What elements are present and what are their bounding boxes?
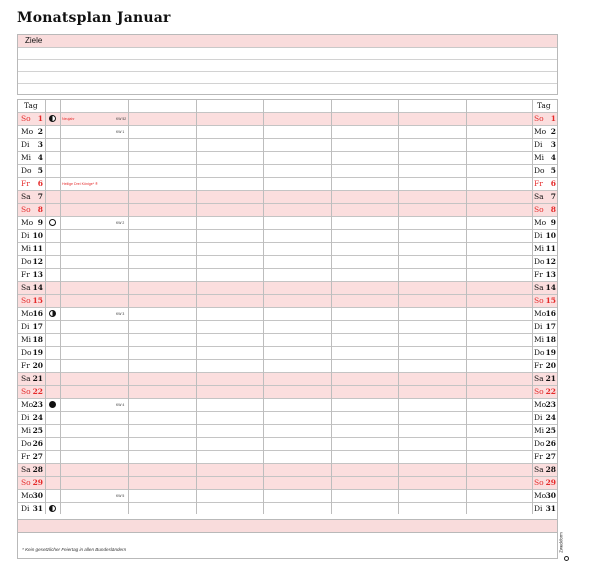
day-row[interactable] (18, 412, 557, 425)
day-row[interactable] (18, 178, 557, 191)
goal-line[interactable] (18, 72, 557, 84)
day-row[interactable] (18, 165, 557, 178)
day-row[interactable] (18, 373, 557, 386)
weekday-label-right: Mo (534, 127, 547, 136)
day-number: 16 (32, 309, 43, 318)
weekday-label: Fr (21, 179, 30, 188)
day-number-right: 30 (545, 491, 556, 500)
day-number: 27 (32, 452, 43, 461)
weekday-label: Mo (21, 309, 34, 318)
week-number: KW 4 (116, 403, 125, 407)
day-row[interactable] (18, 425, 557, 438)
week-number: KW 2 (116, 221, 125, 225)
day-number: 6 (37, 179, 43, 188)
day-number-right: 22 (545, 387, 556, 396)
day-row[interactable] (18, 321, 557, 334)
weekday-label: So (21, 296, 31, 305)
day-number-right: 26 (545, 439, 556, 448)
holiday-note: Neujahr (62, 117, 75, 121)
weekday-label-right: Sa (534, 374, 544, 383)
day-row[interactable] (18, 126, 557, 139)
column-separator (128, 100, 129, 514)
weekday-label: Mo (21, 400, 34, 409)
weekday-label: Sa (21, 465, 31, 474)
day-number: 11 (32, 244, 43, 253)
day-number-right: 7 (550, 192, 556, 201)
day-number-right: 2 (550, 127, 556, 136)
day-number-right: 5 (550, 166, 556, 175)
day-number: 12 (32, 257, 43, 266)
day-row[interactable] (18, 464, 557, 477)
grid-header-row (18, 100, 557, 113)
day-number-right: 17 (545, 322, 556, 331)
day-row[interactable] (18, 282, 557, 295)
weekday-label: So (21, 387, 31, 396)
day-row[interactable] (18, 347, 557, 360)
day-number-right: 6 (550, 179, 556, 188)
day-number: 31 (32, 504, 43, 513)
day-number-right: 20 (545, 361, 556, 370)
weekday-label: Fr (21, 270, 30, 279)
weekday-label-right: Di (534, 322, 543, 331)
day-row[interactable] (18, 477, 557, 490)
day-number: 30 (32, 491, 43, 500)
day-row[interactable] (18, 386, 557, 399)
weekday-label-right: Mi (534, 426, 545, 435)
weekday-label-right: Mi (534, 244, 545, 253)
day-row[interactable] (18, 490, 557, 503)
footnote: * Kein gesetzlicher Feiertag in allen Bundesländern (22, 547, 127, 552)
weekday-label-right: Fr (534, 179, 543, 188)
footer-notes (17, 533, 558, 559)
day-number-right: 13 (545, 270, 556, 279)
weekday-label: Sa (21, 283, 31, 292)
weekday-label-right: Mi (534, 335, 545, 344)
day-row[interactable] (18, 152, 557, 165)
day-number: 3 (37, 140, 43, 149)
day-number-right: 21 (545, 374, 556, 383)
day-number-right: 23 (545, 400, 556, 409)
full-moon-icon (49, 219, 56, 226)
day-number: 24 (32, 413, 43, 422)
day-row[interactable] (18, 503, 557, 516)
weekday-label-right: Do (534, 257, 545, 266)
weekday-label: Mo (21, 218, 34, 227)
day-number-right: 9 (550, 218, 556, 227)
column-separator (466, 100, 467, 514)
week-number: KW 52 (116, 117, 127, 121)
bottom-bar (17, 520, 558, 533)
weekday-label: Mi (21, 426, 32, 435)
day-row[interactable] (18, 191, 557, 204)
weekday-label: Sa (21, 374, 31, 383)
day-number: 13 (32, 270, 43, 279)
weekday-label-right: Di (534, 504, 543, 513)
day-number-right: 29 (545, 478, 556, 487)
day-number-right: 31 (545, 504, 556, 513)
day-row[interactable] (18, 217, 557, 230)
weekday-label: Di (21, 140, 30, 149)
day-number-right: 8 (550, 205, 556, 214)
day-number: 20 (32, 361, 43, 370)
day-number: 2 (37, 127, 43, 136)
goals-label: Ziele (18, 35, 557, 48)
brand-icon (564, 556, 569, 561)
day-number-right: 11 (545, 244, 556, 253)
day-row[interactable] (18, 256, 557, 269)
weekday-label-right: Do (534, 439, 545, 448)
weekday-label-right: Mo (534, 218, 547, 227)
weekday-label: Do (21, 166, 32, 175)
day-number-right: 12 (545, 257, 556, 266)
weekday-label-right: Di (534, 413, 543, 422)
day-number: 19 (32, 348, 43, 357)
day-number: 29 (32, 478, 43, 487)
holiday-note: Heilige Drei Könige* ® (62, 182, 98, 186)
weekday-label-right: Fr (534, 270, 543, 279)
weekday-label-right: So (534, 387, 544, 396)
lq-icon (49, 505, 56, 512)
day-row[interactable] (18, 204, 557, 217)
day-number: 1 (37, 114, 43, 123)
day-row[interactable] (18, 113, 557, 126)
weekday-label-right: Di (534, 140, 543, 149)
column-separator (196, 100, 197, 514)
weekday-label-right: Sa (534, 283, 544, 292)
weekday-label: Do (21, 439, 32, 448)
weekday-label: So (21, 478, 31, 487)
day-number-right: 1 (550, 114, 556, 123)
day-number-right: 10 (545, 231, 556, 240)
day-row[interactable] (18, 438, 557, 451)
fq-icon (49, 310, 56, 317)
day-number: 7 (37, 192, 43, 201)
day-number-right: 16 (545, 309, 556, 318)
day-number: 28 (32, 465, 43, 474)
column-separator (60, 100, 61, 514)
brand-mark (558, 526, 571, 562)
day-number: 26 (32, 439, 43, 448)
goal-line[interactable] (18, 84, 557, 96)
lq-icon (49, 115, 56, 122)
weekday-label-right: Di (534, 231, 543, 240)
day-row[interactable] (18, 399, 557, 412)
day-number-right: 3 (550, 140, 556, 149)
goals-section (17, 34, 558, 95)
weekday-label: Mi (21, 153, 32, 162)
weekday-label: Di (21, 322, 30, 331)
day-number-right: 28 (545, 465, 556, 474)
day-number: 25 (32, 426, 43, 435)
weekday-label-right: Sa (534, 465, 544, 474)
day-number-right: 24 (545, 413, 556, 422)
day-header-left: Tag (24, 101, 38, 110)
day-number: 18 (32, 335, 43, 344)
goal-line[interactable] (18, 60, 557, 72)
weekday-label-right: Mo (534, 400, 547, 409)
weekday-label-right: Mi (534, 153, 545, 162)
weekday-label: Mi (21, 335, 32, 344)
day-header-right: Tag (537, 101, 551, 110)
weekday-label-right: Do (534, 348, 545, 357)
weekday-label: Di (21, 231, 30, 240)
weekday-label-right: Fr (534, 452, 543, 461)
column-separator (263, 100, 264, 514)
weekday-label: Di (21, 413, 30, 422)
weekday-label: Di (21, 504, 30, 513)
day-row[interactable] (18, 295, 557, 308)
weekday-label-right: Fr (534, 361, 543, 370)
weekday-label: Sa (21, 192, 31, 201)
column-separator (532, 100, 533, 514)
weekday-label: Fr (21, 361, 30, 370)
weekday-label-right: Mo (534, 491, 547, 500)
weekday-label-right: Sa (534, 192, 544, 201)
weekday-label-right: So (534, 296, 544, 305)
day-number-right: 18 (545, 335, 556, 344)
page-title: Monatsplan Januar (17, 10, 171, 26)
day-number: 4 (37, 153, 43, 162)
weekday-label: So (21, 114, 31, 123)
weekday-label-right: So (534, 478, 544, 487)
day-number-right: 19 (545, 348, 556, 357)
weekday-label: Do (21, 348, 32, 357)
week-number: KW 3 (116, 312, 125, 316)
day-row[interactable] (18, 308, 557, 321)
day-number-right: 4 (550, 153, 556, 162)
weekday-label: Do (21, 257, 32, 266)
brand-text: Zweckform (558, 532, 564, 553)
day-number-right: 14 (545, 283, 556, 292)
weekday-label: Mo (21, 127, 34, 136)
column-separator (398, 100, 399, 514)
day-number: 5 (37, 166, 43, 175)
day-number-right: 15 (545, 296, 556, 305)
day-number-right: 27 (545, 452, 556, 461)
day-number: 21 (32, 374, 43, 383)
month-grid (17, 99, 558, 520)
weekday-label-right: So (534, 114, 544, 123)
day-number: 9 (37, 218, 43, 227)
day-number: 22 (32, 387, 43, 396)
weekday-label-right: Mo (534, 309, 547, 318)
day-row[interactable] (18, 269, 557, 282)
day-row[interactable] (18, 243, 557, 256)
day-number: 15 (32, 296, 43, 305)
day-row[interactable] (18, 360, 557, 373)
weekday-label: Fr (21, 452, 30, 461)
goal-line[interactable] (18, 48, 557, 60)
day-row[interactable] (18, 230, 557, 243)
day-number-right: 25 (545, 426, 556, 435)
day-number: 14 (32, 283, 43, 292)
week-number: KW 5 (116, 494, 125, 498)
day-row[interactable] (18, 139, 557, 152)
column-separator (45, 100, 46, 514)
column-separator (331, 100, 332, 514)
day-number: 10 (32, 231, 43, 240)
new-moon-icon (49, 401, 56, 408)
week-number: KW 1 (116, 130, 125, 134)
day-number: 23 (32, 400, 43, 409)
day-number: 17 (32, 322, 43, 331)
weekday-label: So (21, 205, 31, 214)
day-row[interactable] (18, 334, 557, 347)
day-row[interactable] (18, 451, 557, 464)
day-number: 8 (37, 205, 43, 214)
weekday-label-right: Do (534, 166, 545, 175)
weekday-label: Mo (21, 491, 34, 500)
weekday-label: Mi (21, 244, 32, 253)
weekday-label-right: So (534, 205, 544, 214)
